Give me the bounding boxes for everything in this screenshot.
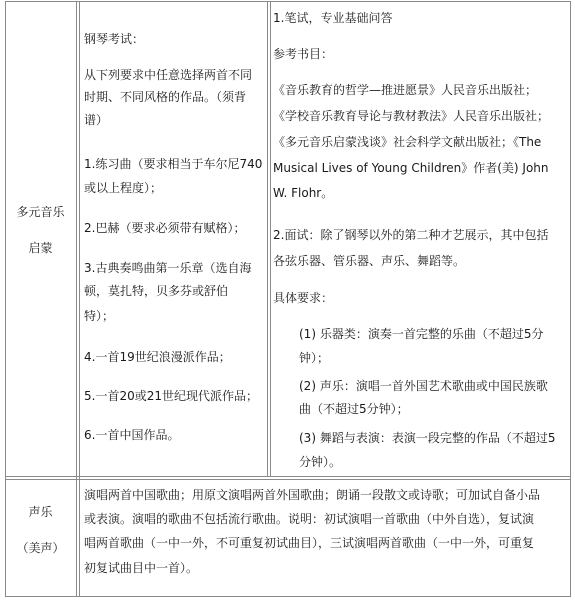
text-line: 演唱两首中国歌曲；用原文演唱两首外国歌曲；朗诵一段散文或诗歌；可加试自备小品 — [84, 488, 541, 502]
column-divider-2 — [267, 1, 268, 476]
text-line: 顿，莫扎特，贝多芬或舒伯 — [84, 284, 229, 298]
column-divider-inner — [79, 1, 80, 597]
requirements-table — [5, 1, 571, 597]
text-line: (3) 舞蹈与表演：表演一段完整的作品（不超过5 — [299, 431, 556, 445]
text-line: 谱） — [84, 113, 109, 127]
column-divider-2-inner — [270, 1, 271, 476]
text-line: 《音乐教育的哲学—推进愿景》人民音乐出版社； — [273, 83, 538, 97]
table-border-right — [570, 1, 571, 597]
text-line: (2) 声乐：演唱一首外国艺术歌曲或中国民族歌 — [299, 379, 548, 393]
category-label: （美声） — [16, 541, 65, 555]
text-line: 6.一首中国作品。 — [84, 428, 180, 442]
text-line: 唱两首歌曲（一中一外，不可重复初试曲目），三试演唱两首歌曲（一中一外，可重复 — [84, 536, 535, 550]
text-line: 2.面试：除了钢琴以外的第二种才艺展示，其中包括 — [273, 228, 549, 242]
text-line: 1.笔试，专业基础问答 — [273, 11, 393, 25]
text-line: 钟）； — [299, 351, 330, 365]
column-divider — [76, 1, 77, 597]
text-line: (1) 乐器类：演奏一首完整的乐曲（不超过5分 — [299, 327, 544, 341]
text-line: 《多元音乐启蒙浅谈》社会科学文献出版社；《The — [273, 135, 542, 149]
category-label: 声乐 — [28, 505, 53, 519]
text-line: 5.一首20或21世纪现代派作品； — [84, 389, 258, 403]
text-line: 3.古典奏鸣曲第一乐章（选自海 — [84, 261, 252, 275]
row-divider-inner — [5, 479, 571, 480]
text-line: Musical Lives of Young Children》作者(美) John — [273, 161, 549, 175]
category-label: 多元音乐 — [16, 205, 65, 219]
text-line: 初复试曲目中一首）。 — [84, 561, 199, 575]
text-line: 从下列要求中任意选择两首不同 — [84, 68, 253, 82]
text-line: 《学校音乐教育导论与教材教法》人民音乐出版社； — [273, 109, 550, 123]
text-line: W. Flohr。 — [273, 186, 334, 200]
text-line: 1.练习曲（要求相当于车尔尼740 — [84, 157, 263, 171]
row-divider — [5, 476, 571, 477]
text-line: 或表演。演唱的歌曲不包括流行歌曲。说明：初试演唱一首歌曲（中外自选），复试演 — [84, 512, 535, 526]
text-line: 曲（不超过5分钟）； — [299, 402, 409, 416]
table-border-top — [5, 1, 571, 2]
text-line: 分钟）。 — [299, 455, 342, 469]
text-line: 4.一首19世纪浪漫派作品； — [84, 350, 231, 364]
text-line: 具体要求： — [273, 291, 334, 305]
table-border-bottom — [5, 596, 571, 597]
text-line: 或以上程度）； — [84, 181, 163, 195]
text-line: 时期、不同风格的作品。（须背 — [84, 90, 247, 104]
text-line: 特）； — [84, 309, 115, 323]
text-line: 各弦乐器、管乐器、声乐、舞蹈等。 — [273, 254, 466, 268]
text-line: 2.巴赫（要求必须带有赋格）； — [84, 221, 246, 235]
category-label: 启蒙 — [28, 241, 53, 255]
category-cell — [5, 201, 76, 259]
text-line: 钢琴考试： — [84, 32, 145, 46]
category-cell — [5, 501, 76, 559]
text-line: 参考书目： — [273, 47, 334, 61]
